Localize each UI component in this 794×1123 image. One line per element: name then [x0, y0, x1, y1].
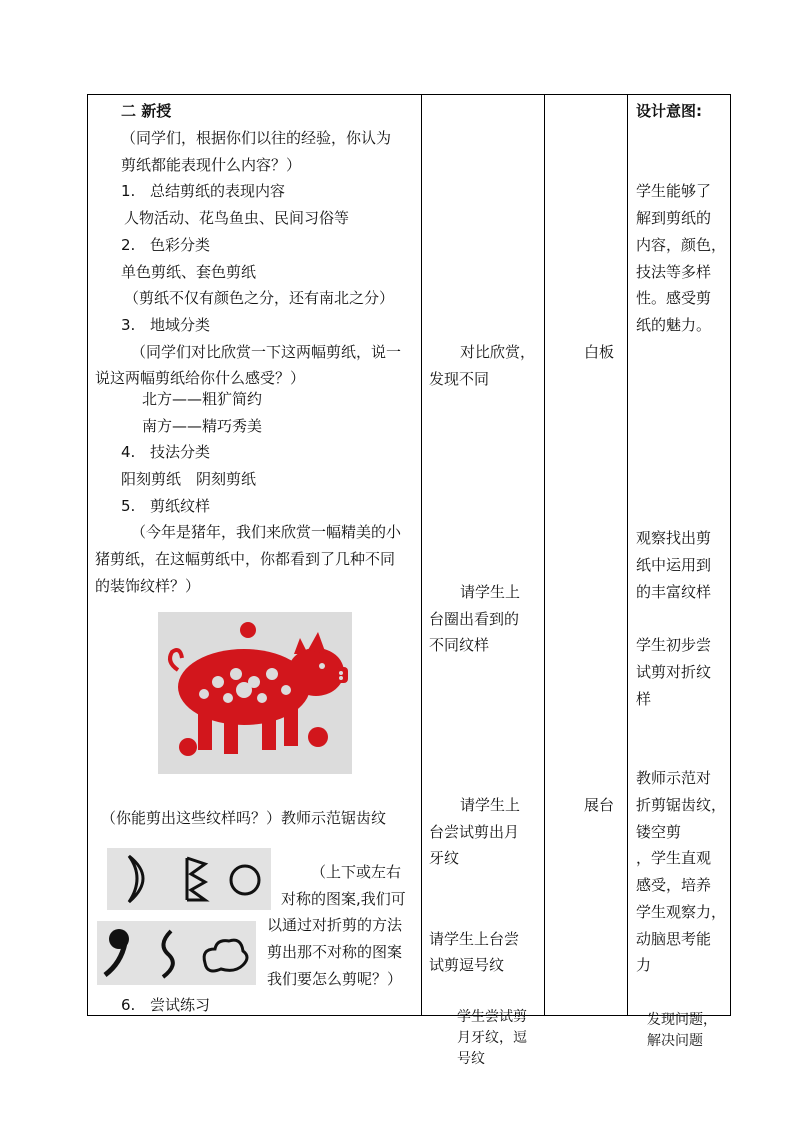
item5-label: 剪纸纹样	[150, 497, 211, 515]
item3-north: 北方——粗犷简约	[142, 390, 263, 408]
pig-papercut-icon	[158, 612, 352, 774]
col3-whiteboard: 白板	[584, 343, 615, 361]
symmetric-line-2: 对称的图案,我们可	[281, 890, 406, 908]
col4-d-line-6: 学生观察力，	[636, 903, 727, 921]
col3-projector: 展台	[584, 796, 615, 814]
col3-right-rule	[627, 94, 628, 1016]
item4-label: 技法分类	[150, 443, 211, 461]
item5-number: 5.	[121, 497, 136, 515]
col4-c-line-3: 样	[636, 690, 652, 708]
item2-label: 色彩分类	[150, 236, 211, 254]
table-top-rule	[87, 94, 731, 95]
symmetric-line-1: （上下或左右	[311, 863, 402, 881]
col2-a-line-1: 对比欣赏，	[460, 343, 536, 361]
crescent-zigzag-circle-icon	[107, 848, 271, 910]
item1-text: 人物活动、花鸟鱼虫、民间习俗等	[124, 209, 350, 227]
item3-question-1: （同学们对比欣赏一下这两幅剪纸，说一	[131, 343, 402, 361]
col4-d-line-4: ，学生直观	[636, 849, 712, 867]
table-bottom-rule	[87, 1015, 731, 1016]
col2-b-line-1: 请学生上	[460, 583, 521, 601]
col2-right-rule	[544, 94, 545, 1016]
item2-note: （剪纸不仅有颜色之分，还有南北之分）	[124, 289, 395, 307]
col2-overflow-line-1: 学生尝试剪	[457, 1009, 527, 1025]
intro-line-1: （同学们，根据你们以往的经验，你认为	[121, 129, 392, 147]
col4-d-line-7: 动脑思考能	[636, 930, 712, 948]
col4-c-line-1: 学生初步尝	[636, 636, 712, 654]
col4-d-line-2: 折剪锯齿纹，	[636, 796, 727, 814]
table-right-rule	[730, 94, 731, 1016]
pig-papercut-image	[158, 612, 352, 774]
col2-overflow-line-2: 月牙纹，逗	[457, 1030, 527, 1046]
col4-a-line-4: 技法等多样	[636, 263, 712, 281]
col1-right-rule	[421, 94, 422, 1016]
col4-overflow-line-2: 解决问题	[647, 1033, 703, 1049]
col4-overflow-line-1: 发现问题，	[647, 1012, 717, 1028]
comma-swirl-cloud-icon	[97, 921, 256, 985]
item3-number: 3.	[121, 316, 136, 334]
item6-number: 6.	[121, 996, 136, 1014]
col4-b-line-3: 的丰富纹样	[636, 583, 712, 601]
item4-text: 阳刻剪纸 阴刻剪纸	[121, 470, 257, 488]
col2-a-line-2: 发现不同	[429, 370, 490, 388]
col4-b-line-1: 观察找出剪	[636, 529, 712, 547]
col2-overflow-line-3: 号纹	[457, 1051, 485, 1067]
item1-label: 总结剪纸的表现内容	[150, 182, 286, 200]
item5-question-2: 猪剪纸，在这幅剪纸中，你都看到了几种不同	[95, 550, 396, 568]
table-left-rule	[87, 94, 88, 1016]
motif-image-comma-cloud	[97, 921, 256, 985]
col2-c-line-2: 台尝试剪出月	[429, 823, 520, 841]
intro-line-2: 剪纸都能表现什么内容？）	[121, 156, 302, 174]
col4-d-line-5: 感受，培养	[636, 876, 712, 894]
item3-label: 地域分类	[150, 316, 211, 334]
item6-label: 尝试练习	[150, 996, 211, 1014]
col2-c-line-3: 牙纹	[429, 849, 460, 867]
col2-b-line-2: 台圈出看到的	[429, 610, 520, 628]
col4-a-line-2: 解到剪纸的	[636, 209, 712, 227]
col4-d-line-8: 力	[636, 956, 652, 974]
item5-question-1: （今年是猪年，我们来欣赏一幅精美的小	[131, 523, 402, 541]
symmetric-line-5: 我们要怎么剪呢？）	[267, 970, 403, 988]
col4-d-line-1: 教师示范对	[636, 769, 712, 787]
col4-b-line-2: 纸中运用到	[636, 556, 712, 574]
col4-a-line-5: 性。感受剪	[636, 289, 712, 307]
col4-d-line-3: 镂空剪	[636, 823, 682, 841]
item3-question-2: 说这两幅剪纸给你什么感受？）	[95, 369, 306, 387]
symmetric-line-3: 以通过对折剪的方法	[267, 916, 403, 934]
demo-text: （你能剪出这些纹样吗？）教师示范锯齿纹	[101, 809, 387, 827]
item2-text: 单色剪纸、套色剪纸	[121, 263, 257, 281]
item3-south: 南方——精巧秀美	[142, 417, 263, 435]
item1-number: 1.	[121, 182, 136, 200]
col4-a-line-1: 学生能够了	[636, 182, 712, 200]
col4-title: 设计意图:	[636, 102, 702, 120]
symmetric-line-4: 剪出那不对称的图案	[267, 943, 403, 961]
col2-b-line-3: 不同纹样	[429, 636, 490, 654]
item5-question-3: 的装饰纹样？）	[95, 577, 201, 595]
item4-number: 4.	[121, 443, 136, 461]
col4-a-line-6: 纸的魅力。	[636, 316, 712, 334]
col4-c-line-2: 试剪对折纹	[636, 663, 712, 681]
motif-image-moon-zigzag-circle	[107, 848, 271, 910]
item2-number: 2.	[121, 236, 136, 254]
col2-d-line-1: 请学生上台尝	[429, 930, 520, 948]
section-title: 二 新授	[121, 102, 172, 120]
col2-d-line-2: 试剪逗号纹	[429, 956, 505, 974]
col2-c-line-1: 请学生上	[460, 796, 521, 814]
col4-a-line-3: 内容，颜色，	[636, 236, 727, 254]
